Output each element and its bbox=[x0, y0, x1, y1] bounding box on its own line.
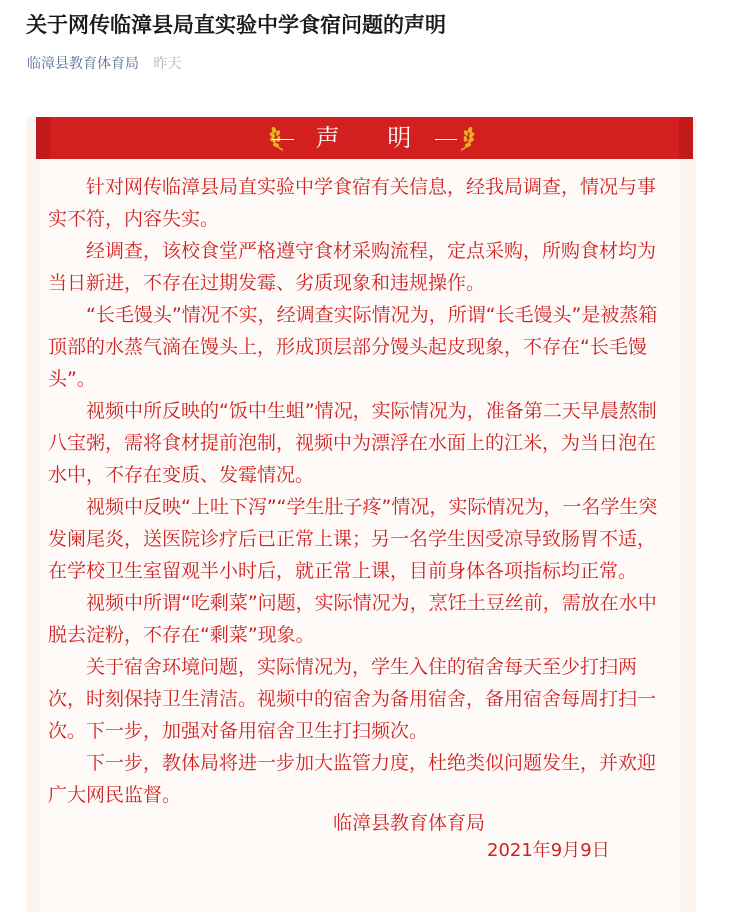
article-author[interactable]: 临漳县教育体育局 bbox=[27, 56, 139, 72]
notice-paragraph-4: 视频中所反映的“饭中生蛆”情况，实际情况为，准备第二天早晨熬制八宝粥，需将食材提前泡制，视频中为漂浮在水面上的江米，为当日泡在水中，不存在变质、发霉情况。 bbox=[48, 400, 657, 486]
notice-signature-date: 2021年9月9日 bbox=[487, 840, 610, 861]
heading-dash-left bbox=[272, 139, 294, 140]
notice-paragraph-6: 视频中所谓“吃剩菜”问题，实际情况为，烹饪土豆丝前，需放在水中脱去淀粉，不存在“剩菜”现象。 bbox=[48, 592, 657, 646]
heading-dash-right bbox=[435, 139, 457, 140]
article-meta bbox=[27, 54, 181, 74]
article-title: 关于网传临漳县局直实验中学食宿问题的声明 bbox=[26, 13, 446, 37]
notice-paragraph-1: 针对网传临漳县局直实验中学食宿有关信息，经我局调查，情况与事实不符，内容失实。 bbox=[48, 176, 657, 230]
notice-paragraph-5: 视频中反映“上吐下泻”“学生肚子疼”情况，实际情况为，一名学生突发阑尾炎，送医院诊疗后已正常上课；另一名学生因受凉导致肠胃不适，在学校卫生室留观半小时后，就正常上课，目前身体各项指标均正常。 bbox=[48, 496, 658, 582]
notice-paragraph-2: 经调查，该校食堂严格遵守食材采购流程，定点采购，所购食材均为当日新进，不存在过期发霉、劣质现象和违规操作。 bbox=[48, 240, 657, 294]
heading-first-char: 声 bbox=[315, 124, 342, 152]
notice-heading bbox=[36, 117, 693, 159]
heading-second-char: 明 bbox=[387, 124, 414, 152]
notice-paragraph-3: “长毛馒头”情况不实，经调查实际情况为，所谓“长毛馒头”是被蒸箱顶部的水蒸气滴在馒头上，形成顶层部分馒头起皮现象，不存在“长毛馒头”。 bbox=[48, 304, 658, 390]
article-date: 昨天 bbox=[153, 56, 182, 72]
notice-banner bbox=[36, 117, 693, 159]
notice-paragraph-8: 下一步，教体局将进一步加大监管力度，杜绝类似问题发生，并欢迎广大网民监督。 bbox=[48, 752, 657, 806]
notice-signature: 临漳县教育体育局 bbox=[333, 812, 486, 834]
notice-paragraph-7: 关于宿舍环境问题，实际情况为，学生入住的宿舍每天至少打扫两次，时刻保持卫生清洁。视频中的宿舍为备用宿舍，备用宿舍每周打扫一次。下一步，加强对备用宿舍卫生打扫频次。 bbox=[48, 656, 657, 742]
notice-body bbox=[48, 171, 668, 811]
